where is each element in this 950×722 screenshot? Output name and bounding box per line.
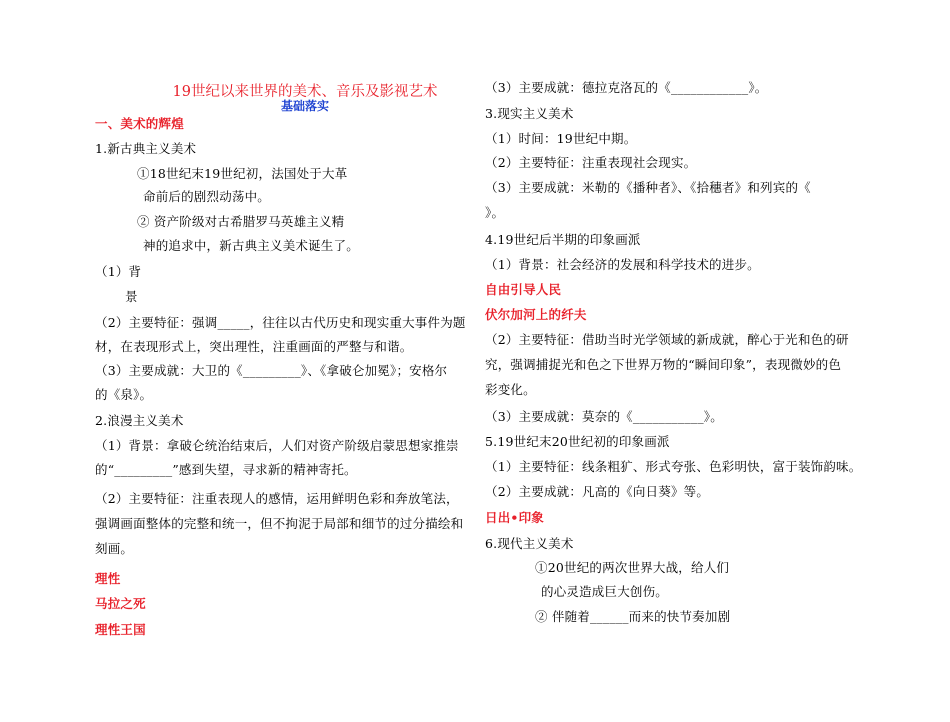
paragraph-line: （2）主要特征：借助当时光学领域的新成就，醉心于光和色的研 <box>485 332 849 347</box>
paragraph-line: 的“_________”感到失望，寻求新的精神寄托。 <box>95 462 357 477</box>
answer-key: 伏尔加河上的纤夫 <box>485 307 587 322</box>
subheading-romanticism: 2.浪漫主义美术 <box>95 413 184 428</box>
subheading-realism: 3.现实主义美术 <box>485 106 574 121</box>
paragraph-line: （3）主要成就：德拉克洛瓦的《____________》。 <box>485 80 768 95</box>
answer-key: 日出•印象 <box>485 510 544 525</box>
paragraph-line: （1）背 <box>95 264 142 279</box>
subheading-modernism: 6.现代主义美术 <box>485 536 574 551</box>
paragraph-line: （2）主要特征：注重表现人的感情，运用鲜明色彩和奔放笔法， <box>95 491 459 506</box>
paragraph-line: 神的追求中，新古典主义美术诞生了。 <box>143 238 359 253</box>
paragraph-line: （3）主要成就：莫奈的《___________》。 <box>485 409 723 424</box>
paragraph-line: （2）主要特征：强调_____，往往以古代历史和现实重大事件为题 <box>95 315 466 330</box>
paragraph-line: ② 资产阶级对古希腊罗马英雄主义精 <box>137 214 345 229</box>
paragraph-line: 材，在表现形式上，突出理性，注重画面的严整与和谐。 <box>95 339 413 354</box>
paragraph-line: （1）背景：拿破仑统治结束后，人们对资产阶级启蒙思想家推崇 <box>95 438 459 453</box>
answer-key: 马拉之死 <box>95 596 146 611</box>
paragraph-line: （3）主要成就：大卫的《_________》、《拿破仑加冕》；安格尔 <box>95 363 448 378</box>
answer-key: 自由引导人民 <box>485 282 562 297</box>
paragraph-line: ② 伴随着______而来的快节奏加剧 <box>535 609 731 624</box>
subheading-neoclassicism: 1.新古典主义美术 <box>95 141 197 156</box>
paragraph-line: 的心灵造成巨大创伤。 <box>541 584 669 599</box>
paragraph-line: （1）主要特征：线条粗犷、形式夸张、色彩明快，富于装饰韵味。 <box>485 459 862 474</box>
paragraph-line: （1）背景：社会经济的发展和科学技术的进步。 <box>485 257 760 272</box>
paragraph-line: （2）主要特征：注重表现社会现实。 <box>485 155 697 170</box>
paragraph-line: ①20世纪的两次世界大战，给人们 <box>535 560 730 575</box>
paragraph-line: 命前后的剧烈动荡中。 <box>143 189 271 204</box>
section-heading: 一、美术的辉煌 <box>95 116 184 131</box>
paragraph-line: （2）主要成就：凡高的《向日葵》等。 <box>485 484 710 499</box>
subheading-impressionism: 4.19世纪后半期的印象画派 <box>485 232 641 247</box>
answer-key: 理性 <box>95 571 121 586</box>
paragraph-line: 彩变化。 <box>485 382 536 397</box>
paragraph-line: 刻画。 <box>95 541 134 556</box>
paragraph-line: 强调画面整体的完整和统一，但不拘泥于局部和细节的过分描绘和 <box>95 516 464 531</box>
paragraph-line: ①18世纪末19世纪初，法国处于大革 <box>137 166 348 181</box>
paragraph-line: 景 <box>125 289 138 304</box>
paragraph-line: 》。 <box>485 205 505 220</box>
document-subtitle: 基础落实 <box>280 99 329 113</box>
paragraph-line: 究，强调捕捉光和色之下世界万物的“瞬间印象”，表现微妙的色 <box>485 357 842 372</box>
paragraph-line: （3）主要成就：米勒的《播种者》、《拾穗者》和列宾的《 <box>485 180 811 195</box>
subheading-post-impressionism: 5.19世纪末20世纪初的印象画派 <box>485 434 670 449</box>
paragraph-line: （1）时间：19世纪中期。 <box>485 131 637 146</box>
document-title: 19世纪以来世界的美术、音乐及影视艺术 <box>172 84 438 100</box>
paragraph-line: 的《泉》。 <box>95 387 153 402</box>
answer-key: 理性王国 <box>95 622 146 637</box>
